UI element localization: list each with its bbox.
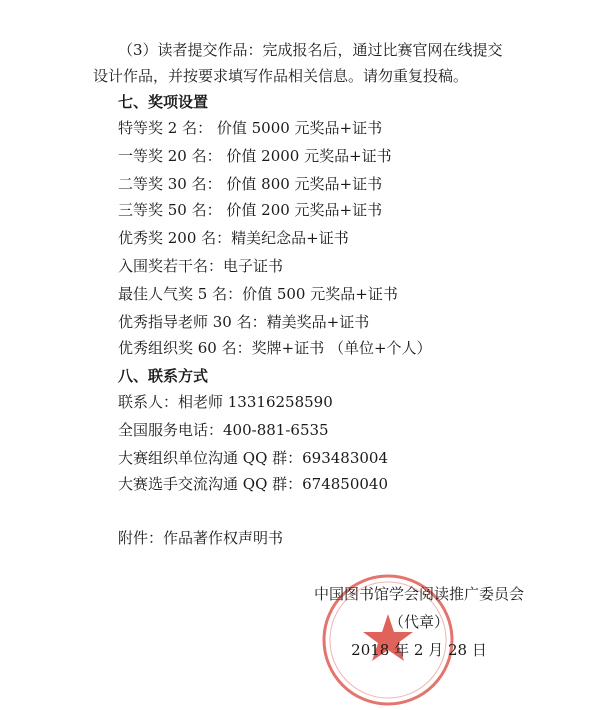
award-item: 特等奖 2 名： 价值 5000 元奖品+证书 xyxy=(118,119,383,137)
contact-item: 大赛选手交流沟通 QQ 群：674850040 xyxy=(118,475,389,493)
award-item: 优秀奖 200 名：精美纪念品+证书 xyxy=(118,229,349,247)
signature-date: 2018 年 2 月 28 日 xyxy=(351,641,487,659)
contact-item: 大赛组织单位沟通 QQ 群：693483004 xyxy=(118,449,389,467)
signature-org: 中国图书馆学会阅读推广委员会 xyxy=(313,585,524,603)
contact-heading: 八、联系方式 xyxy=(118,367,209,385)
award-item: 三等奖 50 名： 价值 200 元奖品+证书 xyxy=(118,201,383,219)
attachment-note: 附件：作品著作权声明书 xyxy=(118,529,284,547)
paragraph-line-1: （3）读者提交作品：完成报名后，通过比赛官网在线提交 xyxy=(118,41,503,59)
award-item: 最佳人气奖 5 名：价值 500 元奖品+证书 xyxy=(118,285,398,303)
award-item: 二等奖 30 名： 价值 800 元奖品+证书 xyxy=(118,175,383,193)
paragraph-line-2: 设计作品，并按要求填写作品相关信息。请勿重复投稿。 xyxy=(93,67,469,85)
signature-stamp-note: （代章） xyxy=(388,613,449,631)
award-item: 优秀组织奖 60 名：奖牌+证书 （单位+个人） xyxy=(118,339,432,357)
award-item: 一等奖 20 名： 价值 2000 元奖品+证书 xyxy=(118,147,392,165)
award-item: 优秀指导老师 30 名：精美奖品+证书 xyxy=(118,313,370,331)
award-item: 入围奖若干名：电子证书 xyxy=(118,257,284,275)
contact-item: 全国服务电话：400-881-6535 xyxy=(118,421,329,439)
awards-heading: 七、奖项设置 xyxy=(118,93,209,111)
contact-item: 联系人：相老师 13316258590 xyxy=(118,393,333,411)
